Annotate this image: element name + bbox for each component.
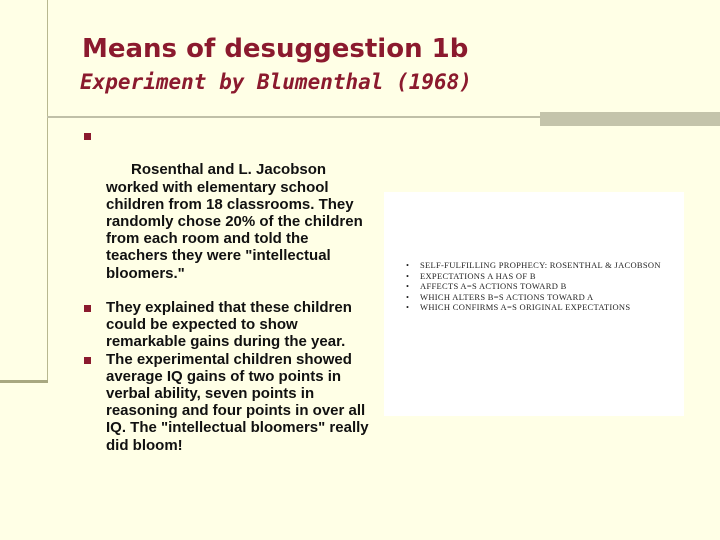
square-bullet-icon xyxy=(84,357,91,364)
left-bar-foot xyxy=(0,380,48,383)
bullet-text: Rosenthal and L. Jacobson worked with elementary school children from 18 classrooms. They randomly chose 20% of the children from each room and told the teachers they were "intellectual bloomers." xyxy=(106,161,367,282)
left-decorative-bar xyxy=(0,0,48,383)
bullet-text: The experimental children showed average IQ gains of two points in verbal ability, seven points in reasoning and four points in over all IQ. The "intellectual bloomers" really did bloom! xyxy=(106,350,369,454)
bullet-item xyxy=(84,299,374,351)
image-bullet-list xyxy=(406,260,676,313)
image-list-item: • SELF-FULFILLING PROPHECY: ROSENTHAL & JACOBSON xyxy=(406,260,676,271)
bullet-list xyxy=(84,127,374,454)
slide-subtitle: Experiment by Blumenthal (1968) xyxy=(80,70,472,94)
bullet-item xyxy=(84,351,374,454)
image-list-item: • EXPECTATIONS A HAS OF B xyxy=(406,271,676,282)
image-list-item: • WHICH CONFIRMS A=S ORIGINAL EXPECTATIONS xyxy=(406,302,676,313)
bullet-item xyxy=(84,127,374,299)
image-list-item: • WHICH ALTERS B=S ACTIONS TOWARD A xyxy=(406,292,676,303)
square-bullet-icon xyxy=(84,133,91,140)
embedded-slide-image xyxy=(384,192,684,416)
image-list-item: • AFFECTS A=S ACTIONS TOWARD B xyxy=(406,281,676,292)
slide-title: Means of desuggestion 1b xyxy=(82,34,469,64)
divider-accent xyxy=(540,112,720,126)
bullet-text: They explained that these children could be expected to show remarkable gains during the year. xyxy=(106,299,352,351)
square-bullet-icon xyxy=(84,305,91,312)
